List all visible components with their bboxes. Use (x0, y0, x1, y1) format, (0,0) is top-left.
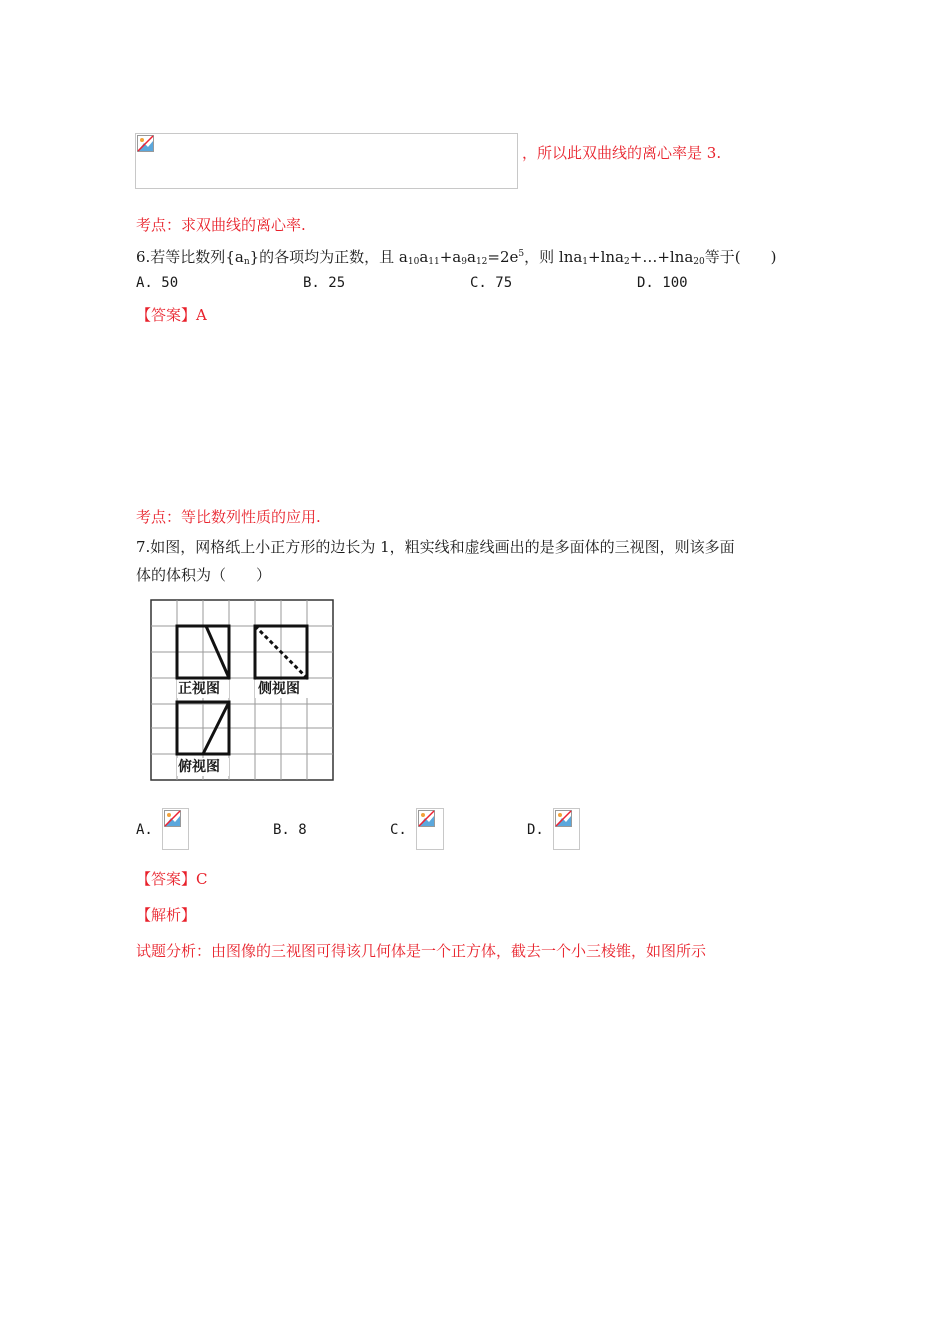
question7-line1: 7.如图，网格纸上小正方形的边长为 1，粗实线和虚线画出的是多面体的三视图，则该多面 (136, 538, 735, 556)
question6-text: 6.若等比数列$\{a_n\}$的各项均为正数，且 $a_{10}a_{11}+a_9a_{12}=2e^5$，则 lna$_1$+lna$_2$+…+lna$_{20}$等于( ) (136, 248, 777, 267)
q7-option-a: A. (136, 822, 153, 838)
topic6: 考点：等比数列性质的应用. (136, 508, 321, 526)
q7-option-b: B. 8 (273, 822, 307, 838)
answer6: 【答案】A (136, 306, 207, 324)
question7-line2: 体的体积为（ ） (136, 566, 272, 584)
analysis-heading: 【解析】 (136, 906, 197, 924)
q7-option-c-image (416, 808, 444, 850)
answer5-tail: ，所以此双曲线的离心率是 3. (522, 144, 722, 162)
broken-image-icon (555, 810, 572, 827)
q7-option-d-image (553, 808, 580, 850)
broken-image-icon (164, 810, 181, 827)
label-front-view: 正视图 (178, 681, 220, 697)
q7-option-c: C. (390, 822, 407, 838)
analysis-text: 试题分析：由图像的三视图可得该几何体是一个正方体，截去一个小三棱锥，如图所示 (136, 942, 707, 960)
q6-option-c: C. 75 (470, 275, 513, 291)
topic5: 考点：求双曲线的离心率. (136, 216, 306, 234)
label-side-view: 侧视图 (258, 681, 300, 697)
q6-option-a: A. 50 (136, 275, 179, 291)
broken-image-placeholder (135, 133, 518, 189)
q6-option-b: B. 25 (303, 275, 346, 291)
label-top-view: 俯视图 (178, 759, 220, 775)
broken-image-icon (137, 135, 154, 152)
q6-option-d: D. 100 (637, 275, 688, 291)
q7-option-a-image (162, 808, 189, 850)
three-view-figure (148, 598, 336, 782)
broken-image-icon (418, 810, 435, 827)
q7-option-d: D. (527, 822, 544, 838)
answer7: 【答案】C (136, 870, 208, 888)
